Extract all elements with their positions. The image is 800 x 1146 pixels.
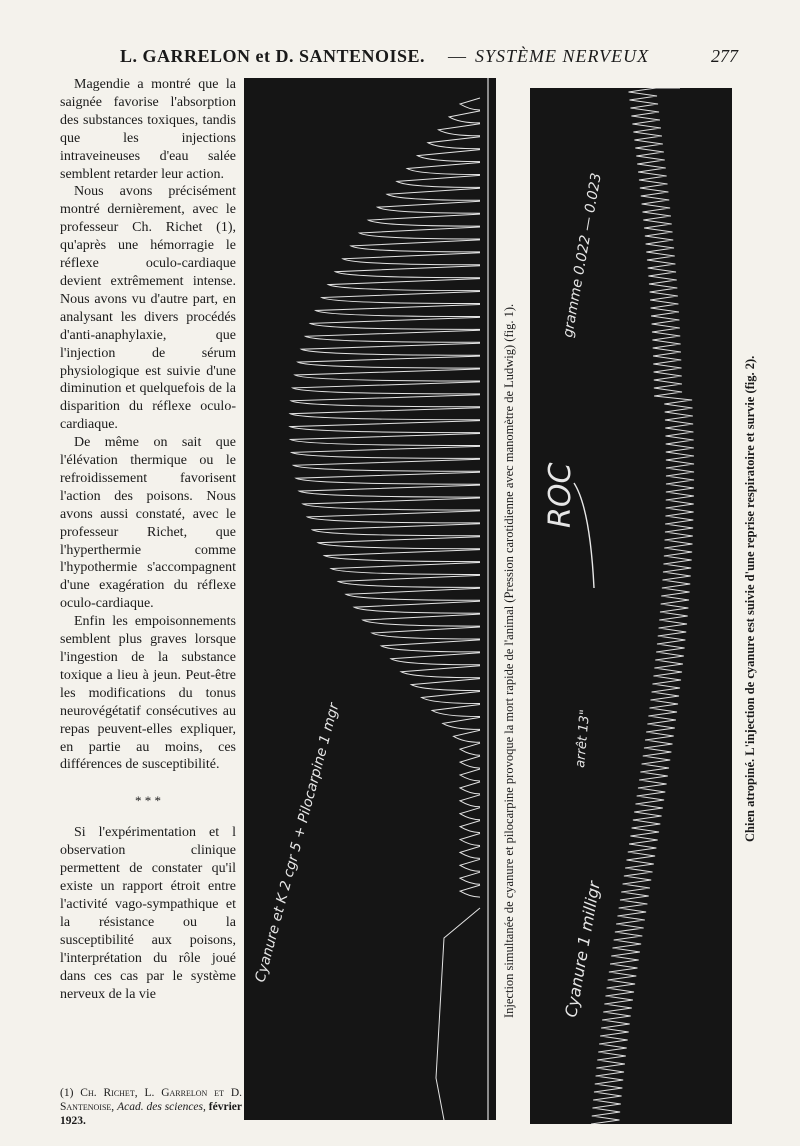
figure-2-arret-label <box>573 709 593 768</box>
body-text-column <box>60 76 236 1003</box>
paragraph: Magendie a montré que la saignée favorise l'absorption des substances toxiques, tandis que les injections intraveineuses d'eau salée semblent retarder leur action. <box>60 77 236 182</box>
trace-path <box>591 88 694 1124</box>
figure-1-caption: Injection simultanée de cyanure et pilocarpine provoque la mort rapide de l'animal (Pression carotidienne avec manomètre de Ludwig) (fig. 1). <box>502 303 516 1018</box>
figure-2-trace <box>530 88 732 1124</box>
page-number: 277 <box>711 46 738 66</box>
paragraph: Enfin les empoisonnements semblent plus graves lorsque l'ingestion de la substance toxique a lieu à jeun. Peut-être les modifications du tonus neurovégétatif consécutives au repas peuvent-elles expliquer, en partie au moins, ces différences de susceptibilité. <box>60 614 236 773</box>
header-section: SYSTÈME NERVEUX <box>475 46 650 66</box>
figure-2-caption: Chien atropiné. L'injection de cyanure est suivie d'une reprise respiratoire et survie (fig. 2). <box>743 355 757 842</box>
trace-path <box>290 98 480 1120</box>
paragraph: De même on sait que l'élévation thermique ou le refroidissement favorisent l'action des poisons. Nous avons aussi constaté, avec le professeur Richet, que l'hyperthermie comme l'hypothermie s'accompagnent d'une exagération du réflexe oculo-cardiaque. <box>60 435 236 612</box>
footnote-journal: Acad. des sciences, <box>117 1101 206 1113</box>
figure-2-pressure-trace <box>591 88 694 1124</box>
figure-2-roc-label <box>543 463 578 528</box>
paragraph: Si l'expérimentation et l observation clinique permettent de constater qu'il existe un rapport étroit entre l'activité vago-sympathique et la résistance ou la susceptibilité aux poisons, l'interprétation du rôle joué dans ces cas par le système nerveux de la vie <box>60 825 236 1002</box>
figure-1-svg <box>244 78 496 1120</box>
footnote <box>60 1086 242 1128</box>
section-break: * * * <box>135 793 161 809</box>
footnote-marker: (1) <box>60 1087 74 1099</box>
figure-2-injection-label <box>561 878 604 1018</box>
roc-annotation: ROC <box>543 462 578 528</box>
figure-2-svg <box>530 88 732 1124</box>
header-authors: L. GARRELON et D. SANTENOISE. <box>120 46 426 66</box>
figure-1-trace <box>244 78 496 1120</box>
header-separator: — <box>448 46 466 66</box>
footnote-date: février 1923. <box>60 1101 242 1127</box>
paragraph: Nous avons précisément montré dernièrement, avec le professeur Ch. Richet (1), qu'après une hémorragie le réflexe oculo-cardiaque devient extrêmement intense. Nous avons vu d'autre part, en analysant les divers procédés d'anti-anaphylaxie, que l'injection de sérum physiologique est suivie d'une diminution et quelquefois de la disparition du réflexe oculo-cardiaque. <box>60 184 236 433</box>
running-header <box>120 46 780 74</box>
injection-annotation: Cyanure 1 milligr <box>561 879 604 1019</box>
figure-2-dose-label <box>560 172 605 339</box>
figure-1-handwritten-note: Cyanure et K 2 cgr 5 + Pilocarpine 1 mgr <box>252 701 343 985</box>
figure-1-pressure-trace <box>290 98 480 1120</box>
footnote-authors: Ch. Richet, L. Garrelon et D. Santenoise, <box>60 1087 243 1113</box>
arret-annotation: arrêt 13" <box>573 708 594 769</box>
dose-annotation: gramme 0.022 — 0.023 <box>560 171 605 339</box>
figure-1-handwriting <box>252 700 342 984</box>
